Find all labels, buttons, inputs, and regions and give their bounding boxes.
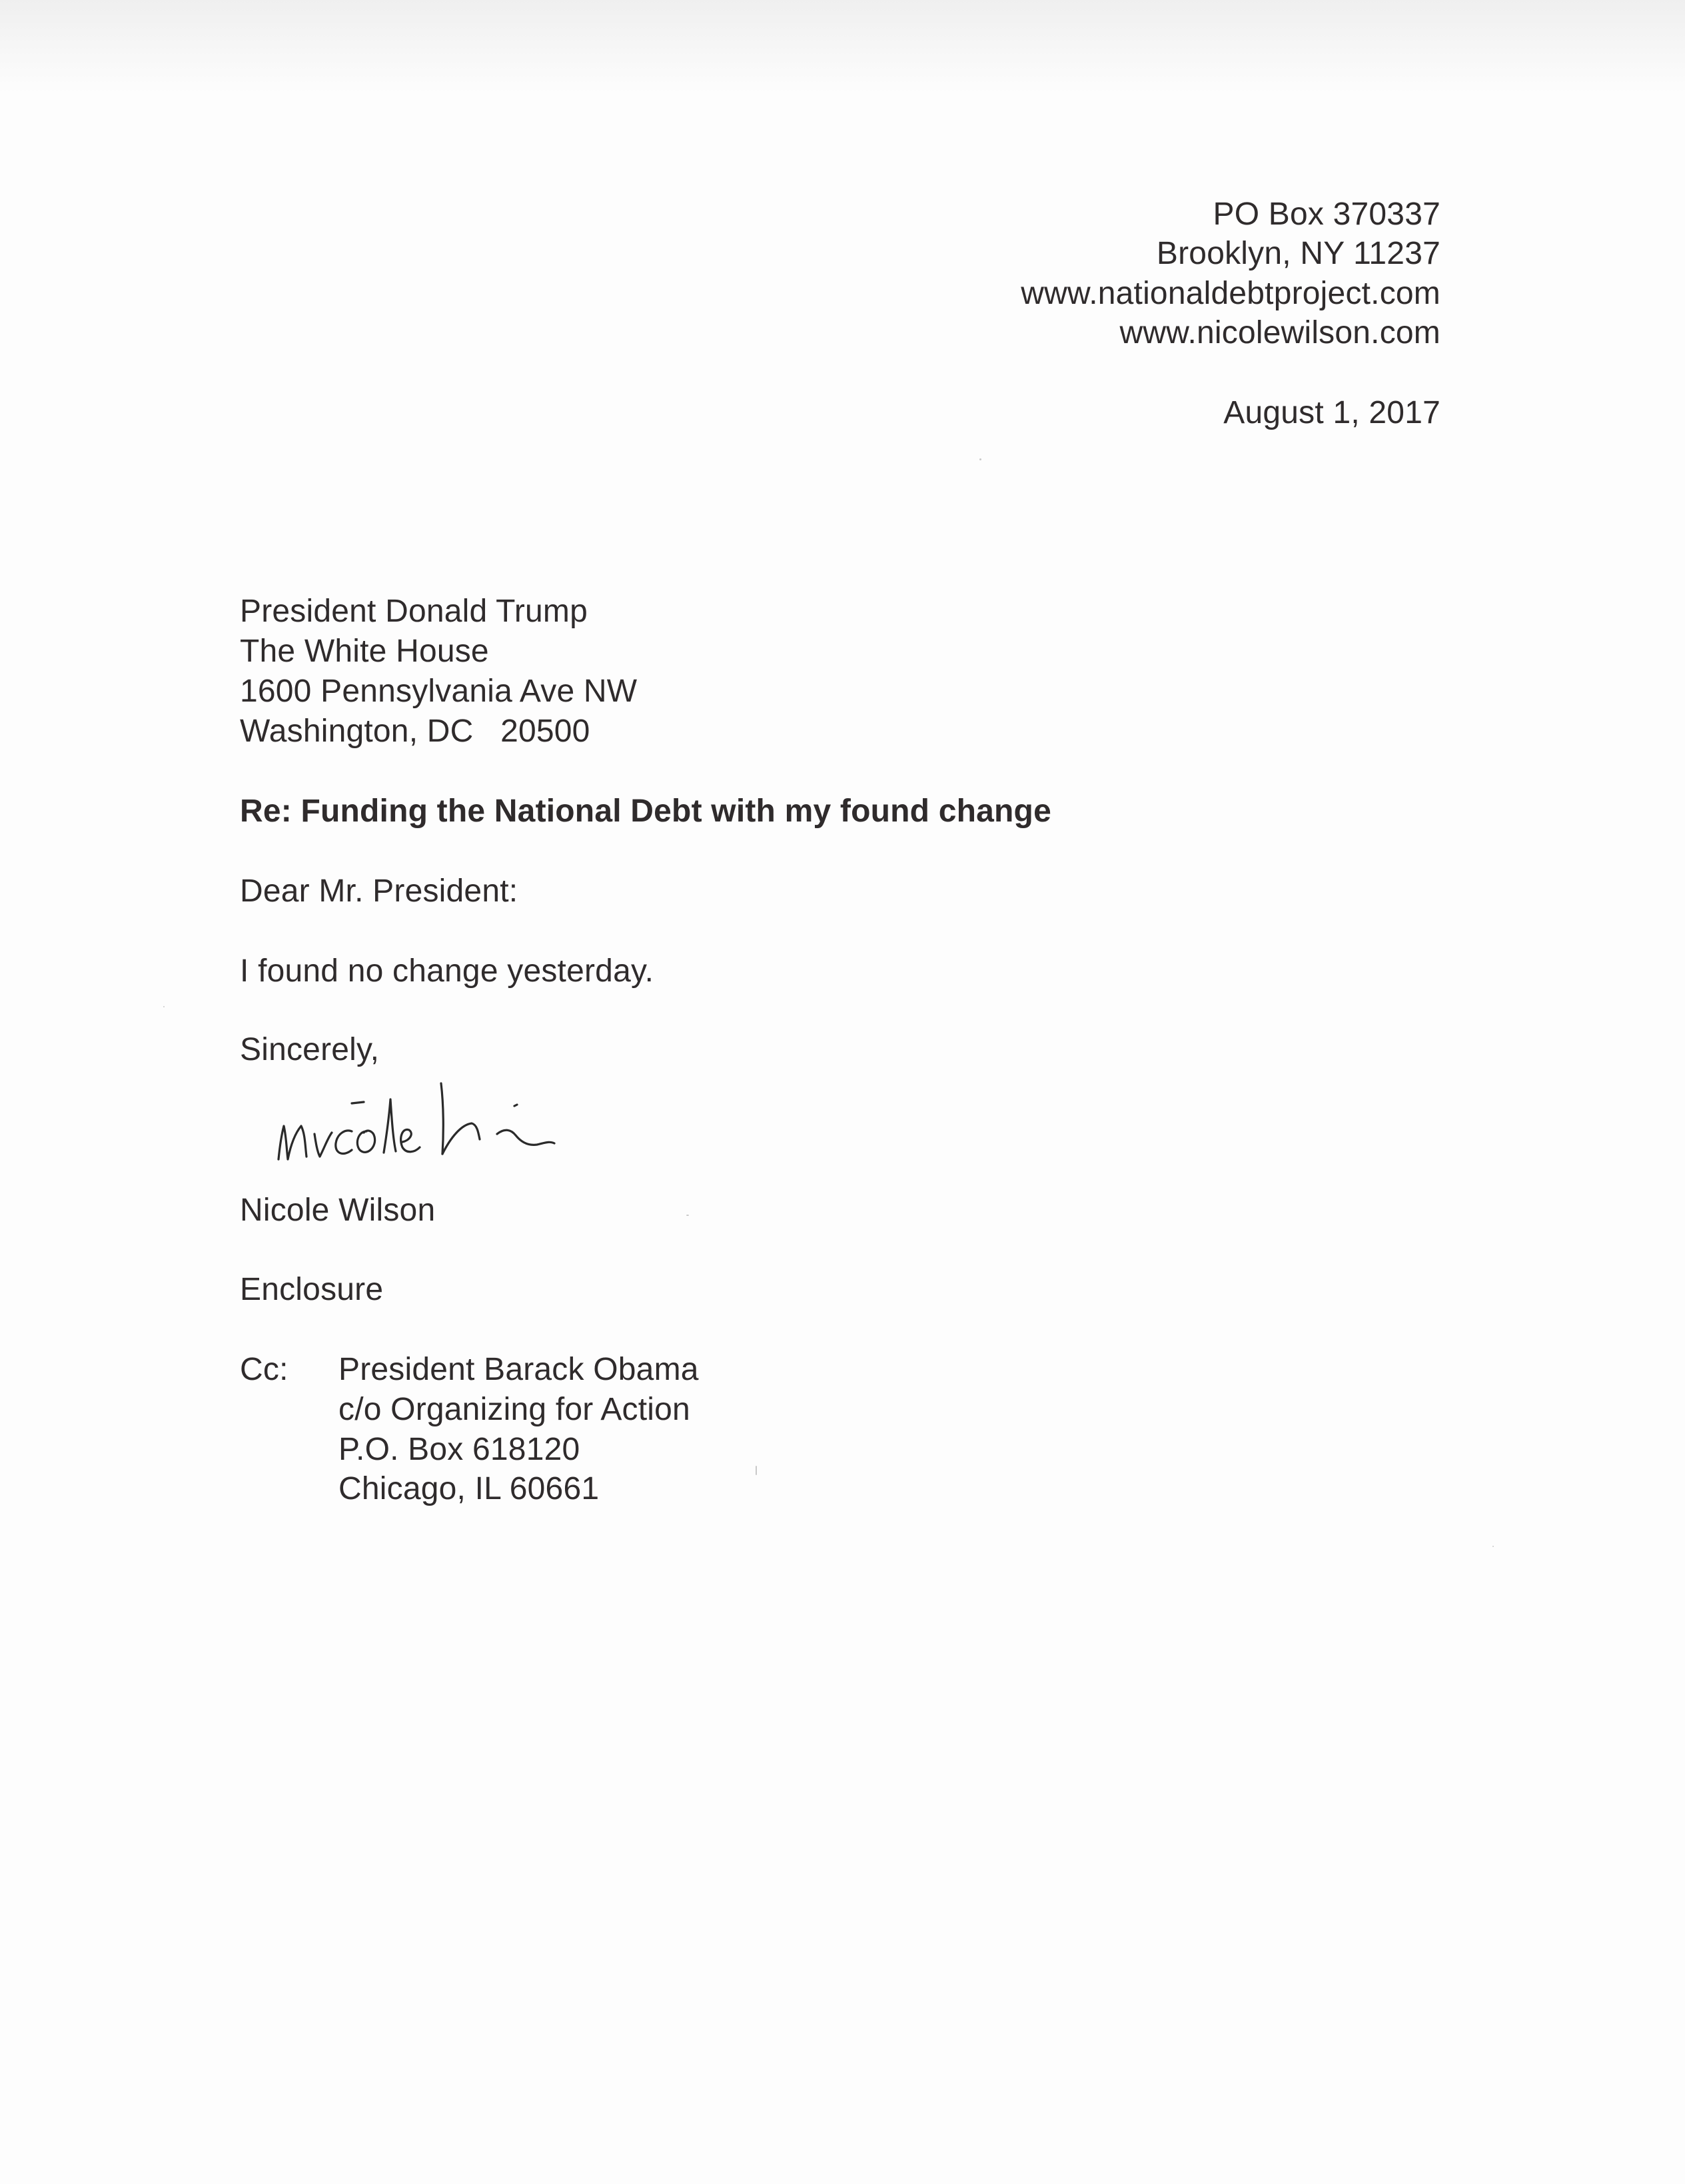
cc-line4: Chicago, IL 60661 <box>338 1471 600 1506</box>
letter-date: August 1, 2017 <box>1223 395 1440 430</box>
scan-speck <box>979 458 981 460</box>
cc-label: Cc: <box>240 1352 288 1387</box>
cc-line2: c/o Organizing for Action <box>338 1392 690 1427</box>
sender-address-line1: PO Box 370337 <box>1213 197 1440 232</box>
scan-speck <box>756 1466 757 1475</box>
salutation: Dear Mr. President: <box>240 873 518 909</box>
sender-website-national-debt: www.nationaldebtproject.com <box>1021 276 1440 311</box>
letter-body: I found no change yesterday. <box>240 953 654 989</box>
sender-website-personal: www.nicolewilson.com <box>1119 315 1440 350</box>
closing: Sincerely, <box>240 1032 380 1067</box>
recipient-name: President Donald Trump <box>240 594 588 629</box>
cc-name: President Barack Obama <box>338 1352 699 1387</box>
cc-line3: P.O. Box 618120 <box>338 1432 580 1467</box>
scan-edge-shadow <box>0 0 1685 93</box>
scan-speck <box>163 1006 165 1007</box>
signer-name: Nicole Wilson <box>240 1193 436 1228</box>
recipient-line4: Washington, DC 20500 <box>240 714 590 749</box>
scan-speck <box>686 1215 689 1216</box>
enclosure-note: Enclosure <box>240 1272 384 1307</box>
handwritten-signature <box>267 1059 666 1176</box>
subject-line: Re: Funding the National Debt with my found change <box>240 794 1051 829</box>
recipient-line2: The White House <box>240 634 489 669</box>
scan-speck <box>1492 1546 1494 1547</box>
sender-address-line2: Brooklyn, NY 11237 <box>1156 236 1440 271</box>
recipient-line3: 1600 Pennsylvania Ave NW <box>240 674 638 709</box>
